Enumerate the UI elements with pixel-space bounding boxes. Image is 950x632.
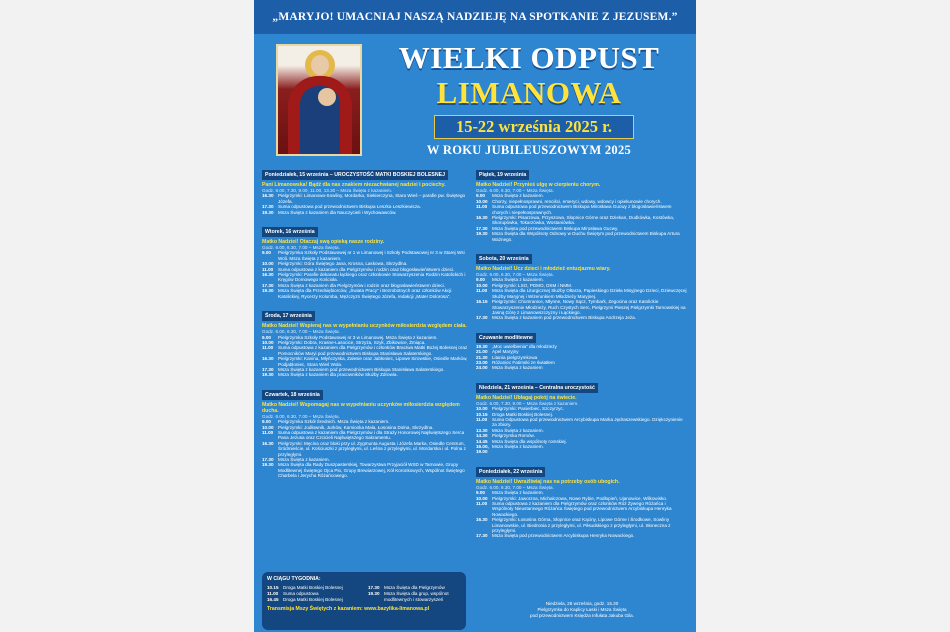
day-header [262, 220, 474, 238]
event-time: 9.00 [476, 490, 485, 496]
event-text: Msza Święta z kazaniem pod przewodnictwem Biskupa Andrzeja Jeża. [492, 315, 637, 321]
event-text: Pielgrzymki: Chomranice, Młynne, Nowy Sącz, Tymbark, Zegocina oraz Katolickie Stowarzyszenie Młodzieży, Ruch Czystych Serc, Pielgrzymi Pieszej Pielgrzymki Tarnowskiej na Jasną Górę z Limanowszczyzny i Łąckiego. [492, 299, 686, 315]
event-text: Msza Święta dla grup, wspólnot modlitewnych i stowarzyszeń [384, 591, 449, 602]
event-text: Msza Święta z kazaniem. [492, 277, 544, 283]
event-text: Msza Święta dla wspólnoty romskiej. [492, 438, 567, 444]
event-time: 10.00 [476, 282, 488, 288]
event-time: 10.00 [476, 198, 488, 204]
event-time: 17.30 [476, 225, 488, 231]
event-text: Msza Święta z kazaniem. [492, 444, 544, 449]
event-time: 10.00 [476, 406, 488, 412]
event-text: Pielgrzymki: Limanowa-Sowliny, Mordarka, Siekierczyna, Stara Wieś – parafie pw. Świętego Józefa. [278, 193, 466, 204]
event-text: Msza Święta pod przewodnictwem Arcybiskupa Henryka Nowackiego. [492, 533, 635, 539]
day-block [476, 247, 688, 321]
event-text: Msza Święta dla Wspólnoty Odnowy w Duchu Świętym pod przewodnictwem Biskupa Artura Ważnego. [492, 231, 680, 242]
event-text: Pielgrzymki: LSO, PDMO, DSM i NMM. [492, 282, 573, 288]
day-theme: Matko Nadziei! Wspomagaj nas w wypełnianiu uczynków miłosierdzia względem ducha. [262, 401, 460, 414]
day-header [476, 247, 688, 265]
event-text: Msza Święta dla Przedsiębiorców, „Świata Pracy” i Bezrobotnych oraz członków Akcji Katolickiej, Rycerzy Kolumba, Mężczyzn Świętego Józefa, redakcji „Mater Dolorosa”. [278, 288, 452, 299]
event-text: Chorzy, niepełnosprawni, renciści, emeryci, wdowy, wdowcy i opiekunowie chorych. [492, 198, 662, 204]
event-time: 11.00 [476, 416, 488, 422]
day-schedule: Godz. 6.00, 7.30, 9.00, 11.00, 13.30 – Msza Święta z kazaniem. [262, 188, 393, 193]
event-time: 10.00 [262, 261, 274, 267]
event-time: 21.00 [476, 349, 488, 355]
event-text: Pielgrzymki: Góra Świętego Jana, Krosna, Laskowa, Skrzydlna. [278, 261, 408, 267]
jubilee-line: W ROKU JUBILEUSZOWYM 2025 [426, 143, 632, 157]
day-theme: Pani Limanowska! Bądź dla nas znakiem niezachwianej nadziei i pociechy. [262, 182, 446, 188]
event-text: Suma odpustowa z kazaniem dla Pielgrzymów i dla Straży Honorowej Najświętszego Serca Pana Jezusa oraz Czcicieli Najświętszego Sakramentu. [278, 429, 465, 441]
day-schedule: Godz. 6.00, 6.30, 7.00 – Msza Święta. [262, 329, 340, 335]
event-text: Pielgrzymka Szkoły Podstawowej nr 1 w Limanowej i Szkoły Podstawowej nr 3 w Starej Wsi Woli. Msza Święta z kazaniem. [278, 250, 465, 261]
event-text: Suma Odpustowa pod przewodnictwem Arcybiskupa Marka Jędraszewskiego. Dziękczynienie za zbiory. [492, 416, 683, 428]
event-text: Msza Święta z kazaniem. [492, 427, 544, 433]
event-time: 10.00 [476, 495, 488, 501]
event-time: 17.30 [476, 533, 488, 539]
event-text: Pielgrzymki: Kanina, Młyńczyska, Zalesie oraz Jabłoniec, Lipowe Sirowskie, Osiedle Marków, Podjabłoniec, Stara Wieś Wola. [278, 356, 468, 367]
event-time: 11.00 [267, 591, 279, 596]
final-line: Pielgrzymka do Kaplicy Łaski i Msza Święta [537, 606, 627, 612]
day-block [476, 163, 688, 242]
day-header [476, 460, 688, 478]
event-text: Msza Święta z kazaniem dla Pielgrzymów i rodzin oraz błogosławieństwem dzieci. [278, 282, 445, 288]
day-schedule: Godz. 6.00, 6.30, 7.00 – Msza Święta. [262, 245, 340, 251]
day-header-label: Niedziela, 21 września – Centralna uroczystość [476, 383, 598, 393]
event-time: 16.30 [262, 193, 274, 199]
face-shape [311, 55, 329, 75]
day-header-label: Sobota, 20 września [476, 254, 532, 264]
event-time: 16.30 [262, 356, 274, 362]
event-text: Litania pielgrzymkowa [492, 354, 538, 360]
event-row [262, 356, 474, 367]
day-header [262, 304, 474, 322]
event-time: 10.00 [262, 424, 274, 430]
event-row [262, 272, 474, 283]
day-theme: Matko Nadziei! Ucz dzieci i młodzież entuzjazmu wiary. [476, 266, 611, 273]
event-time: 19.30 [476, 231, 488, 237]
day-header-label: Piątek, 19 września [476, 170, 529, 180]
event-text: Pielgrzymki: Dobra, Krasne-Lasocice, Strzyża, Szyk, Zbikowice, Żmiąca. [278, 339, 426, 345]
weekly-right [368, 585, 461, 603]
event-time: 9.00 [476, 193, 485, 199]
event-row [262, 193, 474, 204]
day-header [476, 163, 688, 181]
event-time: 11.00 [476, 288, 488, 294]
event-time: 9.00 [476, 277, 485, 283]
event-row [262, 210, 474, 215]
day-block [262, 163, 474, 215]
event-time: 19.30 [262, 209, 274, 215]
event-time: 13.30 [476, 427, 488, 433]
event-text: Msza Święta z kazaniem [492, 365, 543, 371]
day-header-label: Poniedziałek, 15 września – UROCZYSTOŚĆ MATKI BOSKIEJ BOLESNEJ [262, 170, 448, 180]
event-text: Msza Święta z kazaniem dla Nauczycieli i Wychowawców. [278, 209, 397, 215]
final-note [476, 601, 688, 618]
event-time: 11.00 [476, 501, 488, 507]
day-header-label: Czuwanie modlitewne [476, 333, 536, 343]
day-schedule: Godz. 6.00, 6.30, 7.00 – Msza Święta. [476, 272, 554, 278]
final-line: pod przewodnictwem Księdza Infułata Jakuba Gila. [530, 612, 634, 618]
event-text: Pielgrzymki: Jaworzna, Michalczowa, Nowe Rybie, Podłopień, Ujanowice, Wilkowisko. [492, 495, 668, 501]
event-row [476, 533, 688, 538]
event-row [262, 430, 474, 441]
day-header-label: Wtorek, 16 września [262, 227, 318, 237]
event-row [476, 315, 688, 320]
event-text: Suma odpustowa z kazaniem dla Pielgrzymów i członków Bractwa Matki Bożej Bolesnej oraz Pomocników Maryi pod przewodnictwem Biskupa Stanisława Salaterskiego. [278, 345, 468, 356]
event-time: 17.30 [368, 585, 380, 590]
event-text: Pielgrzymki: Pisarzowa, Przyszowa, Słopnice Górne oraz Dziekan, Dudkówka, Kostówka, Skorupówka, Tokarzówka, Wostaniówka. [492, 215, 675, 226]
event-row [476, 365, 688, 370]
event-row [476, 215, 688, 226]
day-header [476, 376, 688, 394]
event-time: 19.30 [262, 372, 274, 378]
event-text: Msza Święta z kazaniem. [492, 490, 544, 496]
weekly-box [262, 572, 466, 630]
event-text: Msza Święta dla Liturgicznej Służby Ołtarza, Papieskiego Dzieła Misyjnego Dzieci, Dziewczęcej Służby Maryjnej i Wizerunkiem Młodzieży Maryjnej. [492, 288, 687, 299]
event-time: 19.30 [368, 591, 380, 596]
event-text: Msza Święta z kazaniem. [278, 457, 330, 462]
poster [254, 0, 696, 632]
event-row [476, 288, 688, 299]
event-time: 17.30 [476, 315, 488, 321]
event-time: 14.30 [476, 433, 488, 439]
final-line: Niedziela, 28 września, godz. 15.30 [545, 601, 619, 606]
event-time: 17.30 [262, 204, 274, 210]
day-block [262, 304, 474, 378]
event-time: 10.15 [267, 585, 279, 590]
day-theme: Matko Nadziei! Uwrażliwiaj nas na potrzeby osób ubogich. [476, 478, 620, 485]
event-row [262, 441, 474, 457]
day-schedule: Godz. 6.00, 7.30, 9.00 – Msza Święta z kazaniem. [476, 400, 579, 406]
motto: „MARYJO! UMACNIAJ NASZĄ NADZIEJĘ NA SPOTKANIE Z JEZUSEM.” [254, 0, 696, 34]
event-time: 10.00 [262, 339, 274, 345]
day-schedule: Godz. 6.00, 6.30, 7.00 – Msza Święta. [476, 484, 554, 490]
event-time: 9.00 [262, 419, 271, 425]
day-schedule: Godz. 6.00, 6.30, 7.00 – Msza Święta. [262, 413, 340, 419]
event-time: 16.30 [476, 215, 488, 221]
day-header-label: Poniedziałek, 22 września [476, 467, 545, 477]
event-text: Pielgrzymki: Pasierbiec, Szczyrzyc. [492, 406, 564, 412]
day-block [476, 376, 688, 455]
day-header-label: Czwartek, 18 września [262, 390, 323, 400]
event-row [476, 299, 688, 315]
event-time: 11.00 [262, 266, 274, 272]
day-schedule: Godz. 6.00, 6.30, 7.00 – Msza Święta. [476, 188, 554, 193]
event-row [476, 417, 688, 428]
event-time: 24.00 [476, 365, 488, 371]
event-text: Msza Święta z kazaniem dla pracowników Służby Zdrowia. [278, 372, 398, 378]
madonna-icon-image [276, 44, 362, 156]
event-row [267, 597, 360, 603]
event-row [262, 250, 474, 261]
event-text: Suma odpustowa z kazaniem dla Pielgrzymów oraz członków Róż Żywego Różańca i Wspólnoty Nieustannego Różańca Świętego pod przewodnictwem Arcybiskupa Henryka Nowackiego. [492, 501, 672, 517]
right-column [476, 163, 688, 544]
event-time: 16.30 [262, 440, 274, 446]
event-row [476, 517, 688, 533]
day-header-label: Środa, 17 września [262, 311, 315, 321]
event-text: Droga Matki Boskiej Bolesnej [283, 585, 343, 590]
event-text: Pielgrzymka Romów. [492, 433, 535, 439]
event-time: 9.00 [262, 334, 271, 340]
event-time: 23.00 [476, 359, 488, 365]
event-time: 17.30 [262, 457, 274, 462]
event-time: 16.30 [476, 517, 488, 523]
event-text: Msza Święta dla Rady Duszpasterskiej, Towarzystwa Przyjaciół WSD w Tarnowie, Grupy Modlitewnej Świętego Ojca Pio, Grupy Brewiarzowej, Kół Koronkowych, Wspólnot Świętego Charbela i Jerycha Różańcowego. [278, 462, 465, 479]
event-time: 11.00 [476, 204, 488, 210]
event-time: 9.00 [262, 250, 271, 256]
day-block [476, 460, 688, 539]
left-column [262, 163, 474, 484]
event-text: Pielgrzymki: Męcina oraz bloki przy ul. Zygmunta Augusta i Józefa Marka, Osiedle Centrum, Śródmieście, ul. Kościuszki z przyległymi, ul. Leśna z przyległymi, ul. Mordarska i ul. Polna z przyległymi. [278, 440, 466, 457]
event-time: 17.30 [262, 282, 274, 288]
day-block [476, 326, 688, 371]
transmission-link[interactable]: Transmisja Mszy Świętych z kazaniem: www.bazylika-limanowa.pl [267, 606, 430, 612]
event-text: Pielgrzymka Szkoły Podstawowej nr 3 w Limanowej. Msza Święta z kazaniem. [278, 334, 438, 340]
event-time: 21.30 [476, 354, 488, 360]
event-text: Msza Święta z kazaniem. [492, 193, 544, 199]
event-time: 11.00 [262, 429, 274, 435]
day-theme: Matko Nadziei! Otaczaj swą opieką nasze rodziny. [262, 239, 385, 246]
event-text: Suma odpustowa pod przewodnictwem Biskupa Leszka Leszkiewicza. [278, 204, 421, 210]
day-header [262, 163, 474, 181]
event-time: 16.15 [476, 299, 488, 305]
event-text: Msza Święta dla Pielgrzymów [384, 585, 445, 590]
event-row [262, 345, 474, 356]
event-time: 19.30 [262, 288, 274, 294]
page-title: WIELKI ODPUST [398, 40, 660, 75]
event-time: 19.30 [262, 462, 274, 468]
event-text: Msza Święta pod przewodnictwem Biskupa Mirosława Gucwy. [492, 225, 619, 231]
event-row [476, 204, 688, 215]
event-time: 11.00 [262, 345, 274, 351]
event-text: Droga Matki Boskiej Bolesnej. [492, 411, 554, 417]
event-row [476, 231, 688, 242]
event-text: Suma odpustowa pod przewodnictwem Biskupa Mirosława Gucwy z błogosławieństwem chorych i niepełnosprawnych. [492, 204, 672, 215]
event-dates: 15-22 września 2025 r. [434, 115, 634, 139]
event-text: Suma odpustowa z kazaniem dla Pielgrzymów i rodzin oraz błogosławieństwem dzieci. [278, 266, 455, 272]
day-theme: Matko Nadziei! Wspieraj nas w wypełnianiu uczynków miłosierdzia względem ciała. [262, 323, 467, 330]
event-row [262, 372, 474, 377]
event-text: Droga Matki Boskiej Bolesnej [283, 597, 343, 602]
weekly-title: W CIĄGU TYGODNIA: [267, 576, 321, 582]
event-time: 16.00, 19.00 [476, 444, 489, 455]
day-block [262, 383, 474, 479]
event-text: Pielgrzymka Szkół Średnich. Msza Święta z kazaniem. [278, 419, 390, 425]
event-text: Pielgrzymki: Parafie dekanatu łąckiego oraz członkowie Stowarzyszenia Rodzin Katolickich i Kręgów Domowego Kościoła. [278, 272, 466, 283]
event-row [476, 444, 688, 455]
event-text: Suma odpustowa [283, 591, 319, 596]
day-header [262, 383, 474, 401]
day-block [262, 220, 474, 299]
event-time: 17.30 [262, 366, 274, 372]
child-shape [318, 88, 336, 106]
event-text: Pielgrzymki: Łososina Górna, Słopnice oraz Kąciny, Lipowe Górne i Środkowe, Sowliny Limanowskie, ul. Biedronia z przyległymi, ul. Piłsudskiego z przyległymi, ul. Słoneczna z przyległymi. [492, 517, 671, 534]
day-header [476, 326, 688, 344]
weekly-left [267, 585, 360, 603]
event-text: „Moc uwielbienia” dla młodzieży [492, 343, 557, 349]
event-text: Różaniec Fatimski ze światłem [492, 359, 555, 365]
event-time: 16.30 [262, 272, 274, 278]
event-row [262, 288, 474, 299]
event-text: Apel Maryjny [492, 349, 519, 355]
event-row [262, 462, 474, 478]
event-time: 10.15 [476, 411, 488, 417]
event-text: Msza Święta z kazaniem pod przewodnictwem Biskupa Stanisława Salaterskiego. [278, 366, 445, 372]
event-row [368, 591, 461, 603]
event-time: 19.30 [476, 343, 488, 349]
event-time: 16.45 [267, 597, 279, 602]
event-time: 14.45 [476, 438, 488, 444]
day-theme: Matko Nadziei! Przynieś ulgę w cierpieniu chorym. [476, 182, 601, 188]
event-row [476, 501, 688, 517]
town-title: LIMANOWA [436, 75, 622, 110]
day-theme: Matko Nadziei! Ubłagaj pokój na świecie. [476, 394, 577, 401]
event-text: Pielgrzymki: Jodłownik, Jurków, Kamionka Mała, Łososina Dolna, Skrzydlna. [278, 424, 434, 430]
